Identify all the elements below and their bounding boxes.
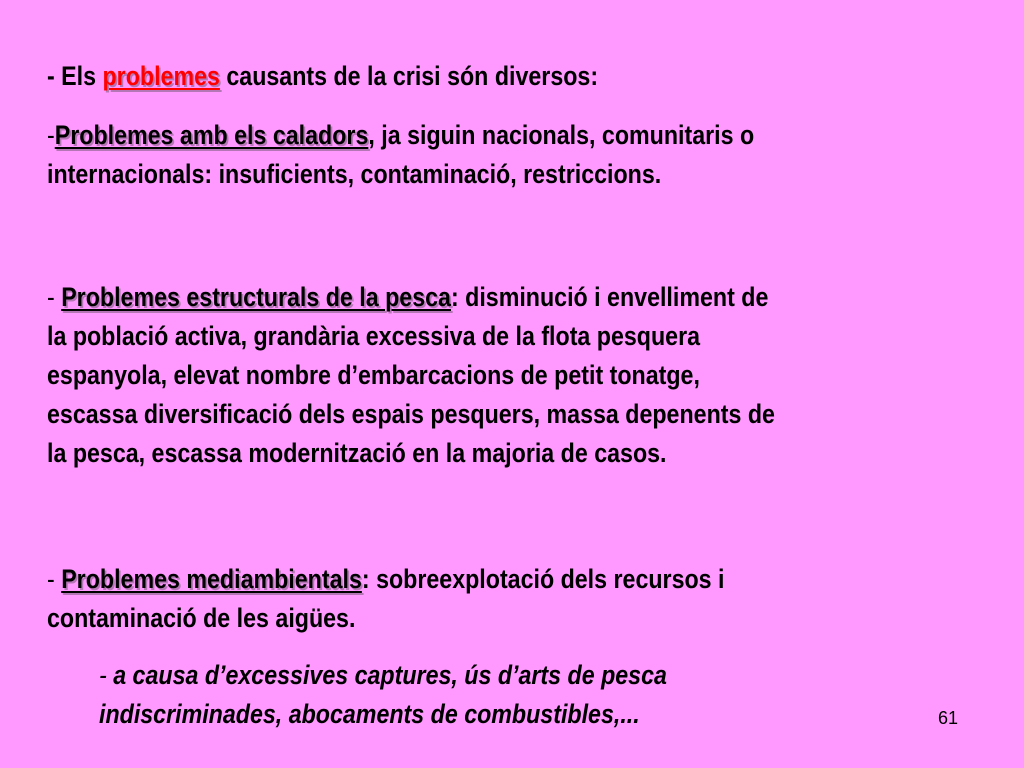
item-estructurals-line-2: la població activa, grandària excessiva de la flota pesquera [47, 321, 701, 351]
subitem-causes-line-2: indiscriminades, abocaments de combustibles,... [99, 699, 640, 729]
subitem-causes-text-1: a causa d’excessives captures, ús d’arts de pesca [113, 660, 667, 690]
item-estructurals-line-3: espanyola, elevat nombre d’embarcacions de petit tonatge, [47, 360, 700, 390]
page-number: 61 [938, 708, 959, 728]
intro-paragraph [47, 57, 847, 96]
item-caladors-line-1 [47, 116, 847, 155]
item-mediambientals-term: Problemes mediambientals [61, 564, 362, 594]
item-estructurals-rest: : disminució i envelliment de [450, 282, 769, 312]
item-estructurals-dash: - [47, 282, 62, 312]
subitem-causes-dash: - [99, 660, 114, 690]
intro-line [47, 57, 847, 96]
item-caladors-rest: , ja siguin nacionals, comunitaris o [368, 120, 755, 150]
item-estructurals [47, 278, 847, 473]
item-estructurals-term: Problemes estructurals de la pesca [61, 282, 451, 312]
item-caladors-dash: - [47, 120, 55, 150]
item-mediambientals-rest: : sobreexplotació dels recursos i [361, 564, 725, 594]
intro-suffix: causants de la crisi són diversos: [219, 61, 599, 91]
item-estructurals-line-5: la pesca, escassa modernització en la majoria de casos. [47, 438, 667, 468]
item-estructurals-line-1 [47, 278, 847, 317]
item-estructurals-line-4: escassa diversificació dels espais pesquers, massa depenents de [47, 399, 775, 429]
item-caladors [47, 116, 847, 194]
subitem-causes [99, 656, 899, 734]
intro-prefix: - Els [47, 61, 103, 91]
item-mediambientals-line-2: contaminació de les aigües. [47, 603, 356, 633]
subitem-causes-line-1 [99, 656, 899, 695]
item-caladors-term: Problemes amb els caladors [54, 120, 369, 150]
item-mediambientals [47, 560, 847, 638]
item-mediambientals-line-1 [47, 560, 847, 599]
item-caladors-line-2: internacionals: insuficients, contaminació, restriccions. [47, 159, 662, 189]
item-mediambientals-dash: - [47, 564, 62, 594]
intro-highlight: problemes [102, 61, 220, 91]
